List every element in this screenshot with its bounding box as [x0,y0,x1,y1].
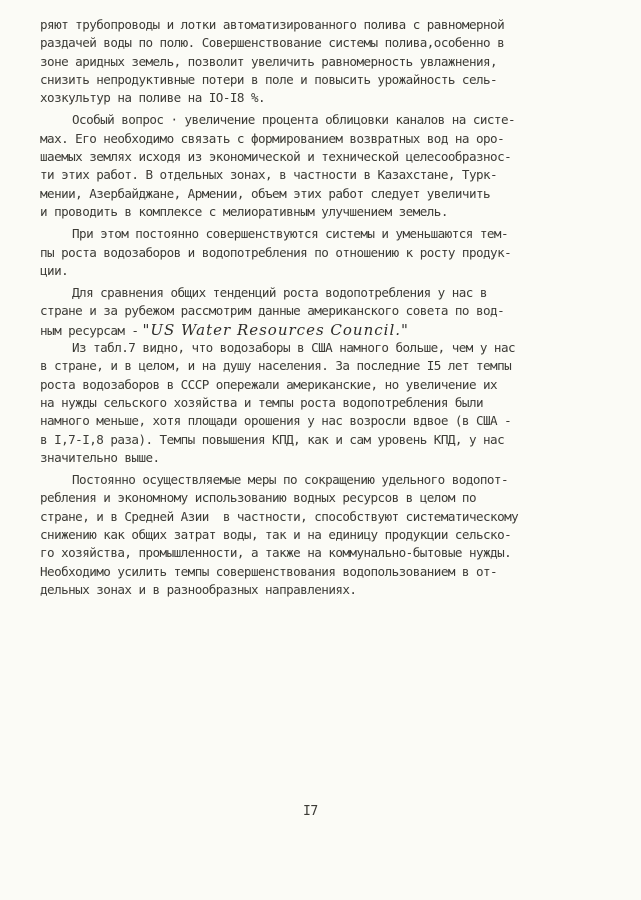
text-line: и проводить в комплексе с мелиоративным улучшением земель. [40,203,448,219]
text-line: в стране, и в целом, и на душу населения. За последние I5 лет темпы [40,358,512,374]
paragraph-2 [40,111,620,221]
text-line: роста водозаборов в СССР опережали американские, но увеличение их [40,376,498,392]
text-line: ребления и экономному использованию водных ресурсов в целом по [40,490,476,506]
text-line: мении, Азербайджане, Армении, объем этих работ следует увеличить [40,185,491,201]
text-line: Необходимо усилить темпы совершенствования водопользованием в от- [40,563,498,579]
text-line: дельных зонах и в разнообразных направлениях. [40,581,357,597]
paragraph-5 [40,339,620,467]
text-line: ции. [40,262,69,278]
body-text [40,16,620,599]
paragraph-3 [40,225,620,280]
text-line: хозкультур на поливе на IO-I8 %. [40,90,266,106]
text-line: Из табл.7 видно, что водозаборы в США намного больше, чем у нас [72,340,516,356]
text-line: снижению как общих затрат воды, так и на единицу продукции сельско- [40,527,512,543]
text-fragment: ным ресурсам - [40,322,139,338]
text-line: мах. Его необходимо связать с формированием возвратных вод на оро- [40,130,505,146]
paragraph-1 [40,16,620,107]
text-line: зоне аридных земель, позволит увеличить равномерность увлажнения, [40,53,498,69]
text-line-with-handwriting [40,321,620,339]
text-line: намного меньше, хотя площади орошения у нас возросли вдвое (в США - [40,413,512,429]
text-line: При этом постоянно совершенствуются системы и уменьшаются тем- [72,226,508,242]
text-line: раздачей воды по полю. Совершенствование системы полива,особенно в [40,35,505,51]
text-line: пы роста водозаборов и водопотребления по отношению к росту продук- [40,244,512,260]
text-line: снизить непродуктивные потери в поле и повысить урожайность сель- [40,71,498,87]
text-line: в I,7-I,8 раза). Темпы повышения КПД, как и сам уровень КПД, у нас [40,431,505,447]
text-line: шаемых землях исходя из экономической и технической целесообразнос- [40,149,512,165]
text-line: ти этих работ. В отдельных зонах, в частности в Казахстане, Турк- [40,167,498,183]
text-line: Постоянно осуществляемые меры по сокращению удельного водопот- [72,472,508,488]
paragraph-4 [40,284,620,339]
text-line: Для сравнения общих тенденций роста водопотребления у нас в [72,285,487,301]
text-line: го хозяйства, промышленности, а также на коммунально-бытовые нужды. [40,545,512,561]
handwritten-annotation: "US Water Resources Council." [142,320,409,339]
text-line: значительно выше. [40,449,160,465]
text-line: на нужды сельского хозяйства и темпы роста водопотребления были [40,394,484,410]
text-line: стране, и в Средней Азии в частности, способствуют систематическому [40,508,519,524]
text-line: Особый вопрос · увеличение процента облицовки каналов на систе- [72,112,516,128]
page-number: I7 [303,804,318,819]
paragraph-6 [40,471,620,599]
text-line: стране и за рубежом рассмотрим данные американского совета по вод- [40,303,505,319]
text-line: ряют трубопроводы и лотки автоматизированного полива с равномерной [40,17,505,32]
